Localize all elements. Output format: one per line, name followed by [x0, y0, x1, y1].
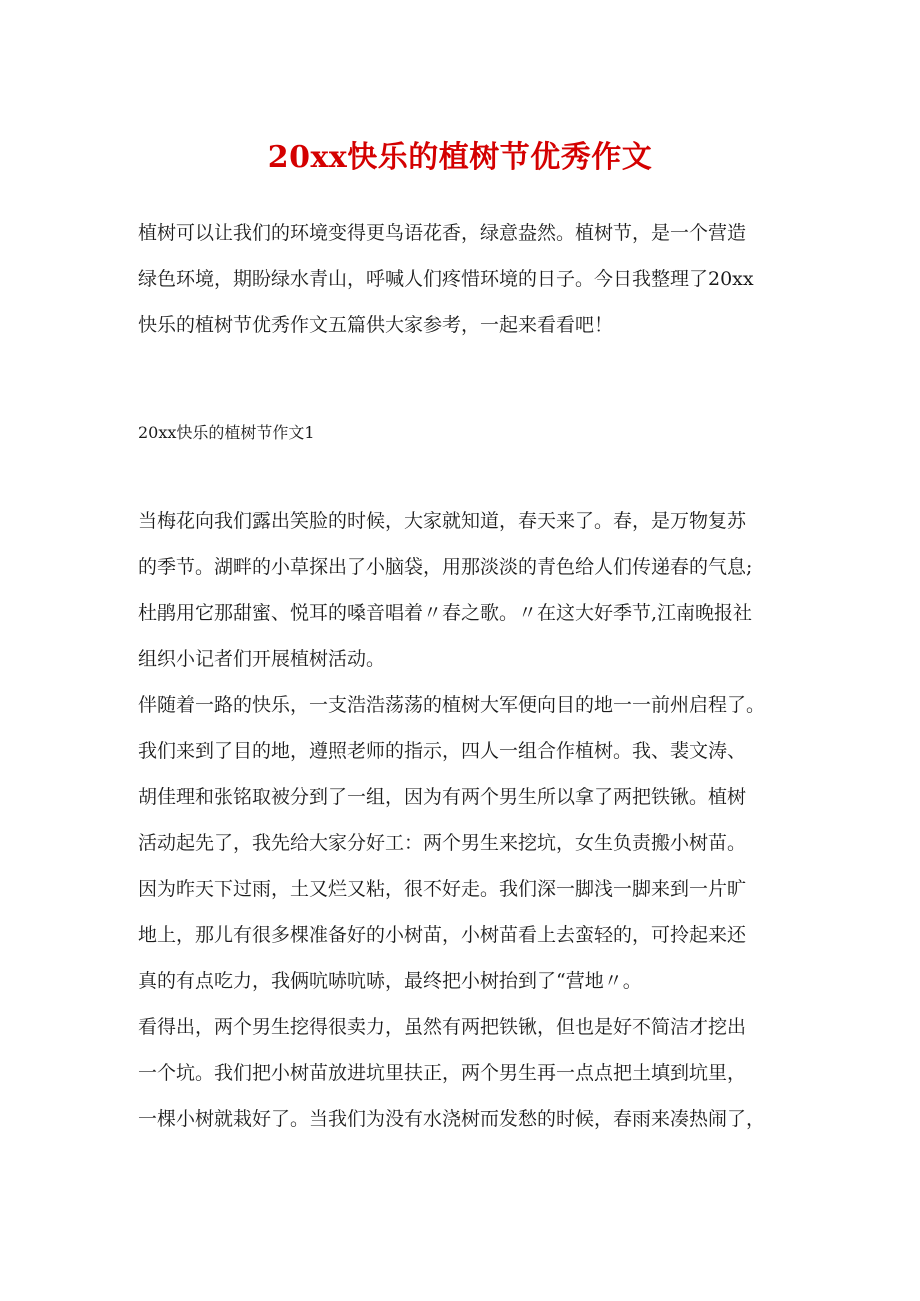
intro-line: 快乐的植树节优秀作文五篇供大家参考，一起来看看吧！ [138, 314, 614, 336]
body-line: 活动起先了，我先给大家分好工：两个男生来挖坑，女生负责搬小树苗。 [138, 832, 747, 854]
body-line: 的季节。湖畔的小草探出了小脑袋，用那淡淡的青色给人们传递春的气息; [138, 556, 753, 578]
intro-line: 植树可以让我们的环境变得更鸟语花香，绿意盎然。植树节，是一个营造 [138, 222, 747, 244]
body-line: 胡佳理和张铭取被分到了一组，因为有两个男生所以拿了两把铁锹。植树 [138, 786, 747, 808]
section-title: 20xx快乐的植树节作文1 [138, 423, 315, 442]
document-title: 20xx快乐的植树节优秀作文 [267, 140, 653, 175]
body-line: 一个坑。我们把小树苗放进坑里扶正，两个男生再一点点把土填到坑里， [138, 1062, 747, 1084]
body-line: 组织小记者们开展植树活动。 [138, 648, 386, 670]
body-line: 地上，那儿有很多棵准备好的小树苗，小树苗看上去蛮轻的，可拎起来还 [138, 924, 747, 946]
body-line: 看得出，两个男生挖得很卖力，虽然有两把铁锹，但也是好不简洁才挖出 [138, 1016, 747, 1038]
body-line: 真的有点吃力，我俩吭哧吭哧，最终把小树抬到了“营地〃。 [138, 970, 642, 992]
intro-line: 绿色环境，期盼绿水青山，呼喊人们疼惜环境的日子。今日我整理了20xx [138, 268, 754, 290]
body-line: 我们来到了目的地，遵照老师的指示，四人一组合作植树。我、裴文涛、 [138, 740, 747, 762]
body-line: 因为昨天下过雨，土又烂又粘，很不好走。我们深一脚浅一脚来到一片旷 [138, 878, 747, 900]
body-line: 当梅花向我们露出笑脸的时候，大家就知道，春天来了。春，是万物复苏 [138, 510, 747, 532]
body-line: 一棵小树就栽好了。当我们为没有水浇树而发愁的时候，春雨来凑热闹了， [138, 1108, 766, 1130]
essay-body [138, 498, 798, 1142]
body-line: 杜鹃用它那甜蜜、悦耳的嗓音唱着〃春之歌。〃在这大好季节,江南晚报社 [138, 602, 753, 624]
intro-paragraph [138, 210, 798, 348]
body-line: 伴随着一路的快乐，一支浩浩荡荡的植树大军便向目的地一一前州启程了。 [138, 694, 766, 716]
